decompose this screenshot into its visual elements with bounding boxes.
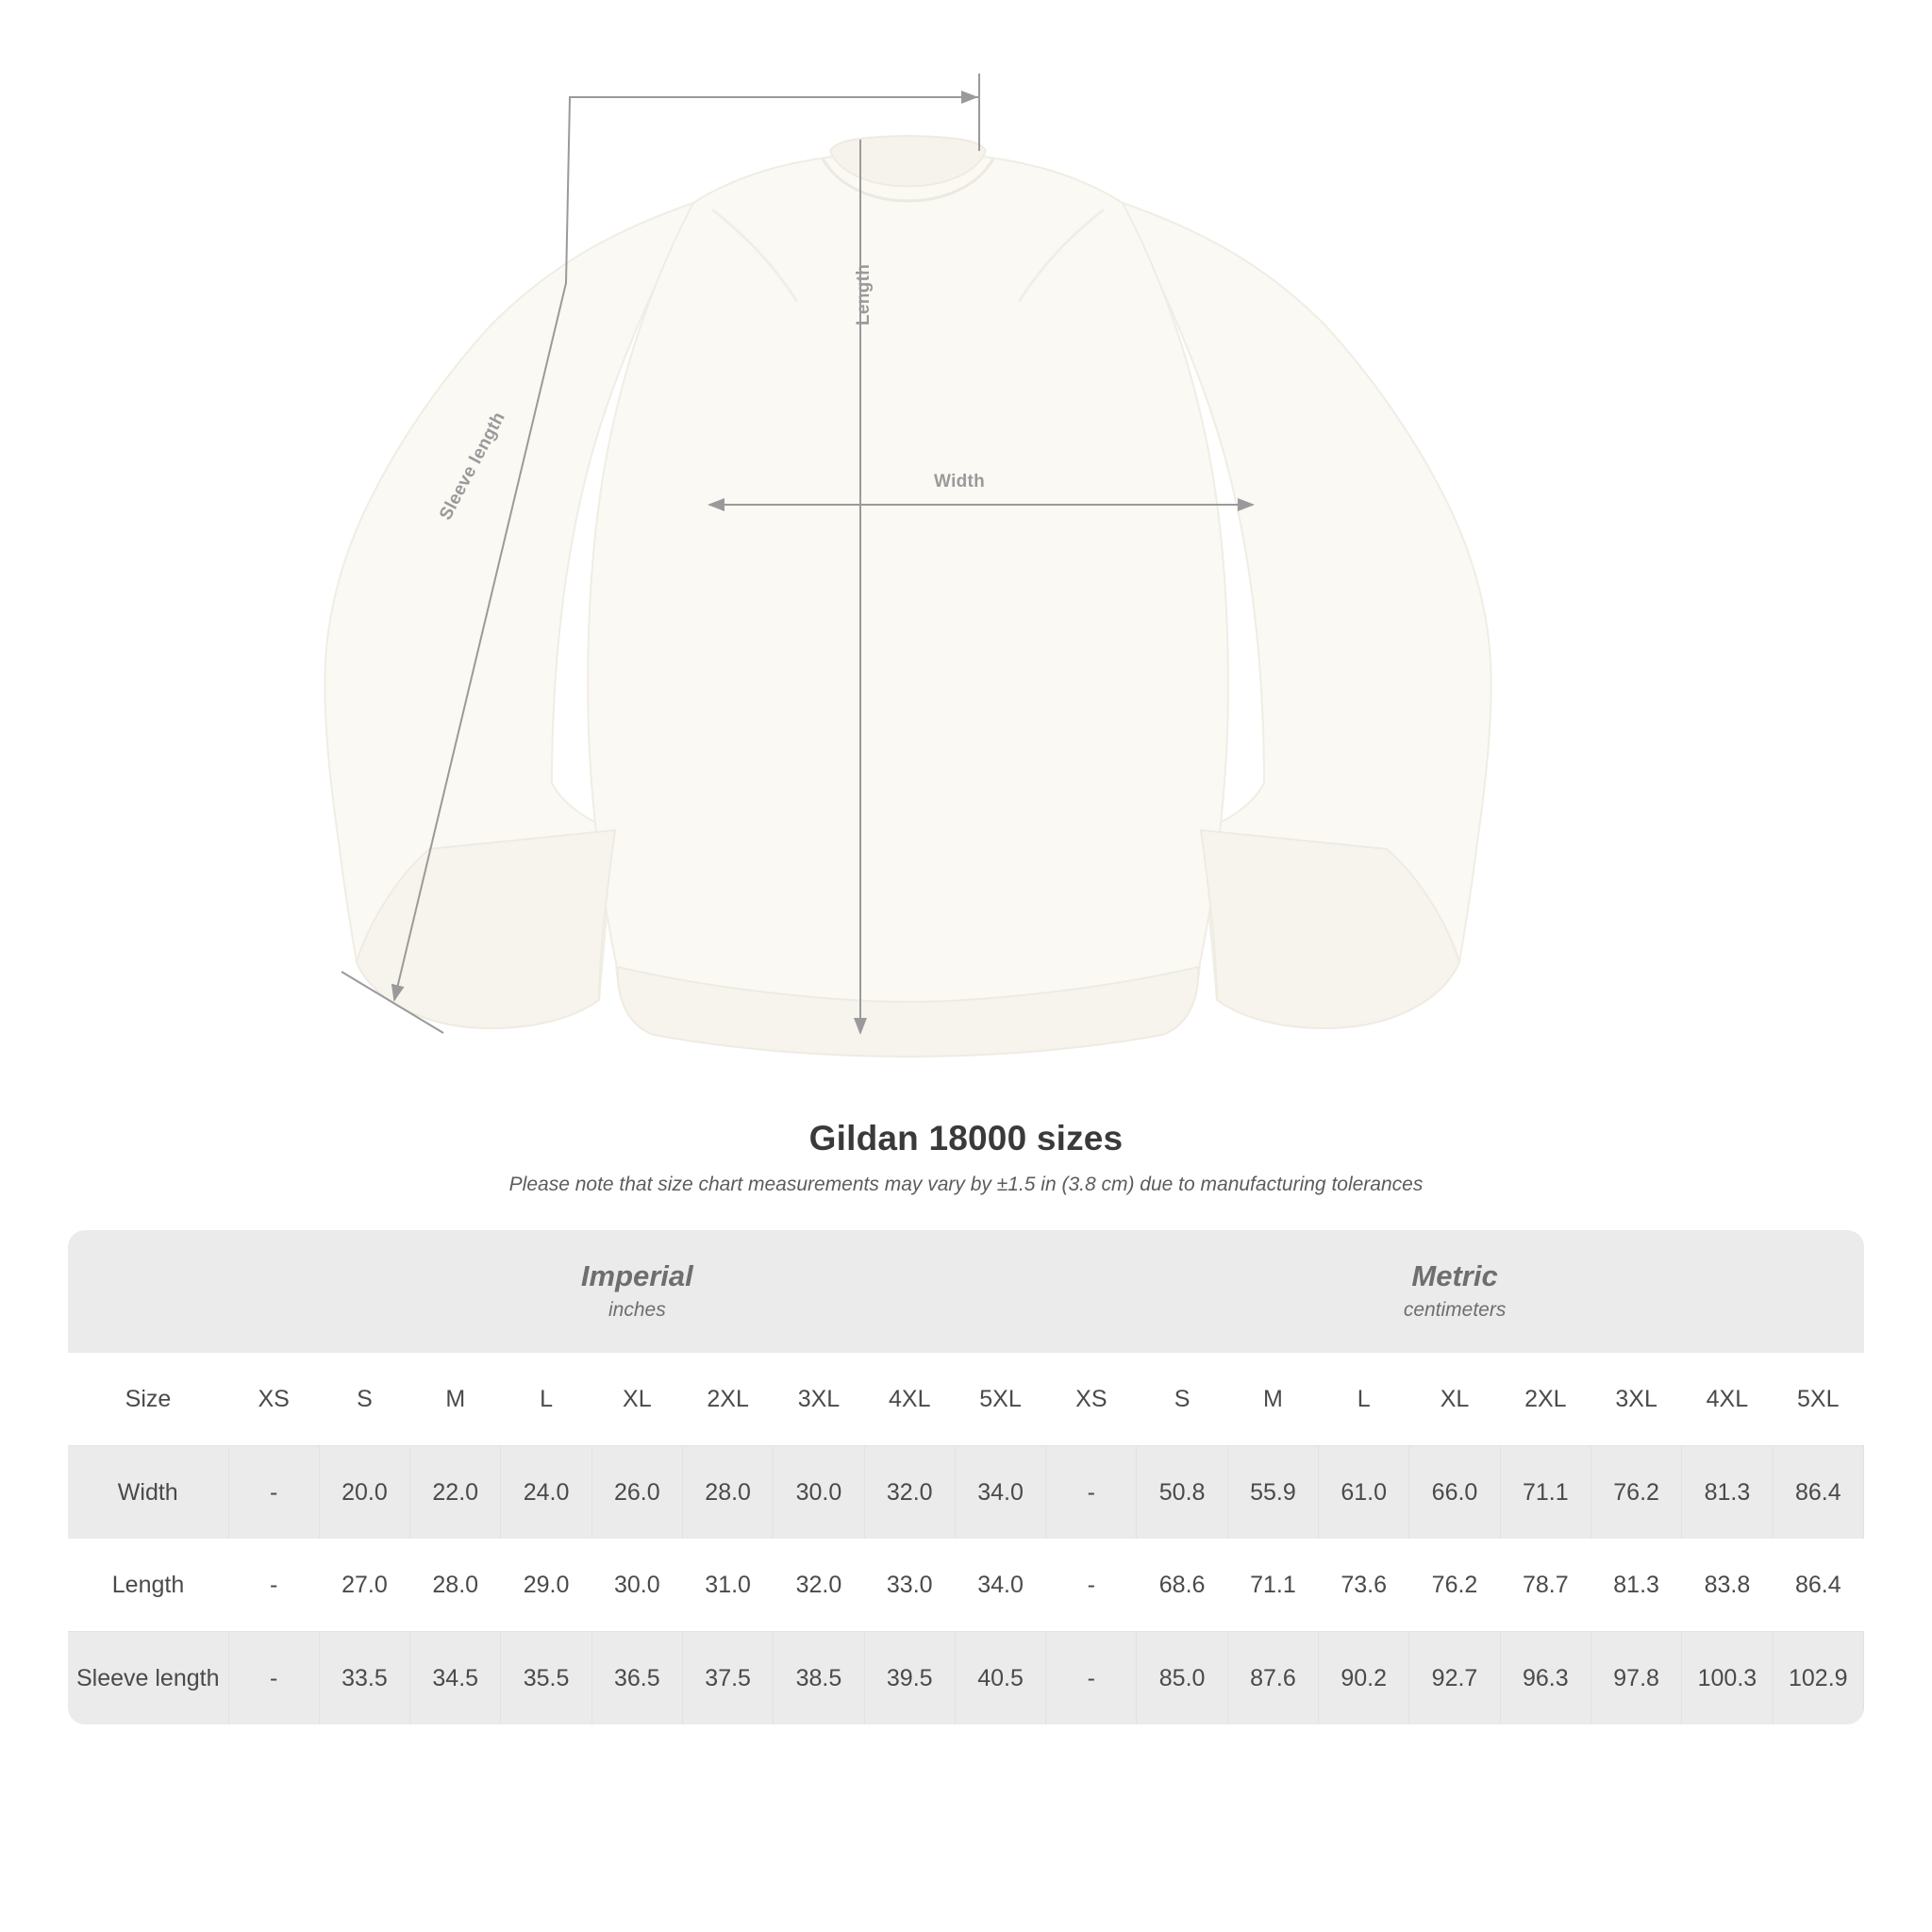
size-header-cell: 2XL (1500, 1353, 1591, 1446)
size-header-cell: XS (228, 1353, 319, 1446)
measurement-cell: 81.3 (1682, 1446, 1773, 1540)
unit-subtitle: centimeters (1403, 1298, 1507, 1321)
measurement-cell: 66.0 (1409, 1446, 1500, 1540)
size-header-cell: 2XL (682, 1353, 773, 1446)
length-label: Length (854, 263, 874, 325)
measurement-cell: 78.7 (1500, 1539, 1591, 1632)
measurement-cell: 71.1 (1500, 1446, 1591, 1540)
measurement-cell: 26.0 (591, 1446, 682, 1540)
measurement-cell: 39.5 (864, 1632, 955, 1725)
size-header-cell: XS (1046, 1353, 1137, 1446)
size-header-cell: 3XL (774, 1353, 864, 1446)
size-header-cell: M (1227, 1353, 1318, 1446)
size-header-cell: 5XL (955, 1353, 1045, 1446)
unit-name: Imperial (580, 1258, 693, 1292)
measurement-cell: 27.0 (319, 1539, 409, 1632)
measurement-cell: - (228, 1539, 319, 1632)
measurement-cell: 34.5 (410, 1632, 501, 1725)
unit-subtitle: inches (608, 1298, 666, 1321)
size-header-cell: 4XL (864, 1353, 955, 1446)
measurement-cell: 36.5 (591, 1632, 682, 1725)
measurement-cell: 76.2 (1409, 1539, 1500, 1632)
measurement-cell: 32.0 (864, 1446, 955, 1540)
measurement-cell: 71.1 (1227, 1539, 1318, 1632)
tolerance-note: Please note that size chart measurements may vary by ±1.5 in (3.8 cm) due to manufacturing tolerances (508, 1174, 1424, 1195)
unit-header-imperial (228, 1230, 1046, 1353)
measurement-cell: 81.3 (1591, 1539, 1681, 1632)
page-title: Gildan 18000 sizes (808, 1119, 1124, 1158)
measurement-cell: 40.5 (955, 1632, 1045, 1725)
measurement-cell: 28.0 (410, 1539, 501, 1632)
measurement-cell: 86.4 (1773, 1446, 1863, 1540)
measurement-cell: 55.9 (1227, 1446, 1318, 1540)
row-label: Length (68, 1539, 228, 1632)
size-header-cell: S (319, 1353, 409, 1446)
measurement-cell: - (228, 1632, 319, 1725)
sleeve-length-label: Sleeve length (436, 408, 509, 524)
measurement-cell: 97.8 (1591, 1632, 1681, 1725)
unit-header-spacer (68, 1230, 228, 1353)
table-row (68, 1446, 1864, 1540)
size-header-cell: M (410, 1353, 501, 1446)
measurement-cell: 61.0 (1319, 1446, 1409, 1540)
measurement-cell: 85.0 (1137, 1632, 1227, 1725)
width-label: Width (934, 472, 986, 491)
measurement-cell: 30.0 (591, 1539, 682, 1632)
size-header-cell: XL (591, 1353, 682, 1446)
size-header-cell: L (501, 1353, 591, 1446)
measurement-cell: - (1046, 1632, 1137, 1725)
table-row (68, 1632, 1864, 1725)
measurement-cell: 32.0 (774, 1539, 864, 1632)
size-header-cell: 3XL (1591, 1353, 1681, 1446)
measurement-cell: 96.3 (1500, 1632, 1591, 1725)
table-row (68, 1539, 1864, 1632)
measurement-cell: - (1046, 1446, 1137, 1540)
size-header-cell: XL (1409, 1353, 1500, 1446)
row-label: Width (68, 1446, 228, 1540)
measurement-cell: 38.5 (774, 1632, 864, 1725)
unit-name: Metric (1411, 1258, 1498, 1292)
measurement-cell: 83.8 (1682, 1539, 1773, 1632)
measurement-cell: 68.6 (1137, 1539, 1227, 1632)
measurement-cell: 31.0 (682, 1539, 773, 1632)
measurement-cell: 20.0 (319, 1446, 409, 1540)
sweatshirt-shape (325, 136, 1491, 1057)
measurement-cell: 29.0 (501, 1539, 591, 1632)
measurement-cell: 34.0 (955, 1446, 1045, 1540)
measurement-cell: 100.3 (1682, 1632, 1773, 1725)
measurement-cell: 102.9 (1773, 1632, 1863, 1725)
unit-header-row (68, 1230, 1864, 1353)
measurement-cell: 90.2 (1319, 1632, 1409, 1725)
measurement-cell: 37.5 (682, 1632, 773, 1725)
measurement-cell: 35.5 (501, 1632, 591, 1725)
measurement-cell: 30.0 (774, 1446, 864, 1540)
size-header-row (68, 1353, 1864, 1446)
measurement-cell: 22.0 (410, 1446, 501, 1540)
title-block (0, 1119, 1932, 1196)
size-header-cell: L (1319, 1353, 1409, 1446)
measurement-cell: 87.6 (1227, 1632, 1318, 1725)
measurement-cell: 33.0 (864, 1539, 955, 1632)
size-header-cell: 4XL (1682, 1353, 1773, 1446)
measurement-cell: 50.8 (1137, 1446, 1227, 1540)
measurement-cell: 34.0 (955, 1539, 1045, 1632)
size-header-label: Size (68, 1353, 228, 1446)
row-label: Sleeve length (68, 1632, 228, 1725)
size-header-cell: S (1137, 1353, 1227, 1446)
size-table (68, 1230, 1864, 1724)
measurement-cell: 28.0 (682, 1446, 773, 1540)
size-table-wrapper (68, 1230, 1864, 1724)
measurement-cell: 86.4 (1773, 1539, 1863, 1632)
unit-header-metric (1046, 1230, 1864, 1353)
measurement-cell: 24.0 (501, 1446, 591, 1540)
measurement-cell: 73.6 (1319, 1539, 1409, 1632)
measurement-cell: - (228, 1446, 319, 1540)
measurement-cell: - (1046, 1539, 1137, 1632)
measurement-cell: 92.7 (1409, 1632, 1500, 1725)
measurement-cell: 33.5 (319, 1632, 409, 1725)
measurement-cell: 76.2 (1591, 1446, 1681, 1540)
size-header-cell: 5XL (1773, 1353, 1863, 1446)
